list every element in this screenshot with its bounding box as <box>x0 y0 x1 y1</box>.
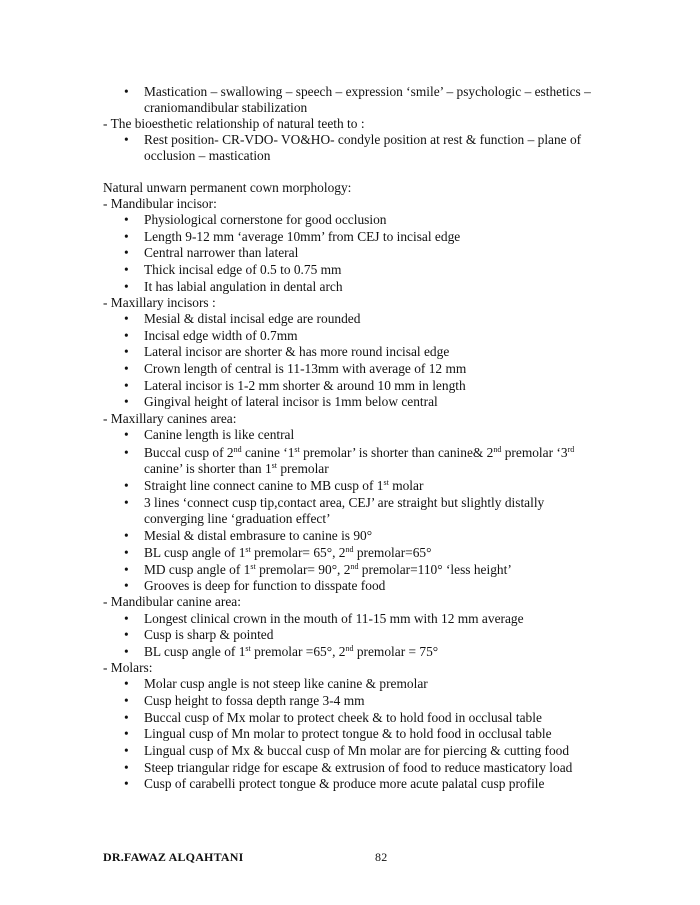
list-item: Thick incisal edge of 0.5 to 0.75 mm <box>144 262 342 277</box>
bullet: • <box>124 361 129 376</box>
bullet: • <box>124 693 129 708</box>
bullet: • <box>124 562 129 577</box>
bullet: • <box>124 545 129 560</box>
list-item: Lateral incisor are shorter & has more round incisal edge <box>144 344 450 359</box>
section-heading: - Mandibular canine area: <box>103 594 241 609</box>
bullet: • <box>124 394 129 409</box>
bullet: • <box>124 344 129 359</box>
section-heading: - Mandibular incisor: <box>103 196 217 211</box>
list-item: Crown length of central is 11-13mm with average of 12 mm <box>144 361 467 376</box>
list-item: Lateral incisor is 1-2 mm shorter & around 10 mm in length <box>144 378 466 393</box>
bullet: • <box>124 495 129 510</box>
list-item: Incisal edge width of 0.7mm <box>144 328 298 343</box>
list-item-rich: BL cusp angle of 1st premolar =65°, 2nd premolar = 75° <box>144 644 439 659</box>
list-item-rich: Buccal cusp of 2nd canine ‘1st premolar’ is shorter than canine& 2nd premolar ‘3rd <box>144 445 575 460</box>
list-item-rich: MD cusp angle of 1st premolar= 90°, 2nd premolar=110° ‘less height’ <box>144 562 512 577</box>
page-number: 82 <box>375 850 388 864</box>
rest-bullet-line-2: occlusion – mastication <box>144 148 271 163</box>
rest-bullet-line-1: Rest position- CR-VDO- VO&HO- condyle position at rest & function – plane of <box>144 132 582 147</box>
bullet: • <box>124 710 129 725</box>
bullet: • <box>124 726 129 741</box>
section-heading: - Molars: <box>103 660 153 675</box>
bullet: • <box>124 328 129 343</box>
list-item: Mesial & distal incisal edge are rounded <box>144 311 361 326</box>
list-item-rich: BL cusp angle of 1st premolar= 65°, 2nd premolar=65° <box>144 545 432 560</box>
bullet: • <box>124 776 129 791</box>
intro-bullet-line-1: Mastication – swallowing – speech – expression ‘smile’ – psychologic – esthetics – <box>144 84 591 99</box>
bullet: • <box>124 132 129 147</box>
list-item-cont: converging line ‘graduation effect’ <box>144 511 331 526</box>
bullet: • <box>124 84 129 99</box>
bullet: • <box>124 427 129 442</box>
bullet: • <box>124 760 129 775</box>
bullet: • <box>124 445 129 460</box>
footer-author: DR.FAWAZ ALQAHTANI <box>103 850 244 864</box>
bullet: • <box>124 229 129 244</box>
bioesthetic-heading: - The bioesthetic relationship of natural teeth to : <box>103 116 365 131</box>
bullet: • <box>124 262 129 277</box>
list-item: Gingival height of lateral incisor is 1mm below central <box>144 394 438 409</box>
bullet: • <box>124 245 129 260</box>
morphology-heading: Natural unwarn permanent cown morphology: <box>103 180 352 195</box>
list-item: Molar cusp angle is not steep like canine & premolar <box>144 676 428 691</box>
section-heading: - Maxillary canines area: <box>103 411 237 426</box>
bullet: • <box>124 644 129 659</box>
bullet: • <box>124 528 129 543</box>
list-item: Cusp is sharp & pointed <box>144 627 274 642</box>
list-item-rich-cont: canine’ is shorter than 1st premolar <box>144 461 329 476</box>
bullet: • <box>124 311 129 326</box>
list-item: Lingual cusp of Mn molar to protect tongue & to hold food in occlusal table <box>144 726 552 741</box>
list-item-rich: Straight line connect canine to MB cusp of 1st molar <box>144 478 424 493</box>
list-item: Grooves is deep for function to disspate food <box>144 578 386 593</box>
bullet: • <box>124 611 129 626</box>
list-item: Canine length is like central <box>144 427 295 442</box>
list-item: Steep triangular ridge for escape & extrusion of food to reduce masticatory load <box>144 760 573 775</box>
bullet: • <box>124 378 129 393</box>
list-item: Physiological cornerstone for good occlusion <box>144 212 387 227</box>
section-heading: - Maxillary incisors : <box>103 295 216 310</box>
bullet: • <box>124 743 129 758</box>
bullet: • <box>124 478 129 493</box>
list-item: Lingual cusp of Mx & buccal cusp of Mn molar are for piercing & cutting food <box>144 743 570 758</box>
list-item: Buccal cusp of Mx molar to protect cheek & to hold food in occlusal table <box>144 710 542 725</box>
list-item: It has labial angulation in dental arch <box>144 279 343 294</box>
bullet: • <box>124 212 129 227</box>
bullet: • <box>124 578 129 593</box>
list-item: Cusp height to fossa depth range 3-4 mm <box>144 693 365 708</box>
list-item: Central narrower than lateral <box>144 245 299 260</box>
list-item: Length 9-12 mm ‘average 10mm’ from CEJ to incisal edge <box>144 229 461 244</box>
list-item: Longest clinical crown in the mouth of 11-15 mm with 12 mm average <box>144 611 524 626</box>
bullet: • <box>124 627 129 642</box>
list-item: 3 lines ‘connect cusp tip,contact area, CEJ’ are straight but slightly distally <box>144 495 545 510</box>
bullet: • <box>124 676 129 691</box>
intro-bullet-line-2: craniomandibular stabilization <box>144 100 308 115</box>
list-item: Mesial & distal embrasure to canine is 90° <box>144 528 373 543</box>
bullet: • <box>124 279 129 294</box>
list-item: Cusp of carabelli protect tongue & produce more acute palatal cusp profile <box>144 776 545 791</box>
